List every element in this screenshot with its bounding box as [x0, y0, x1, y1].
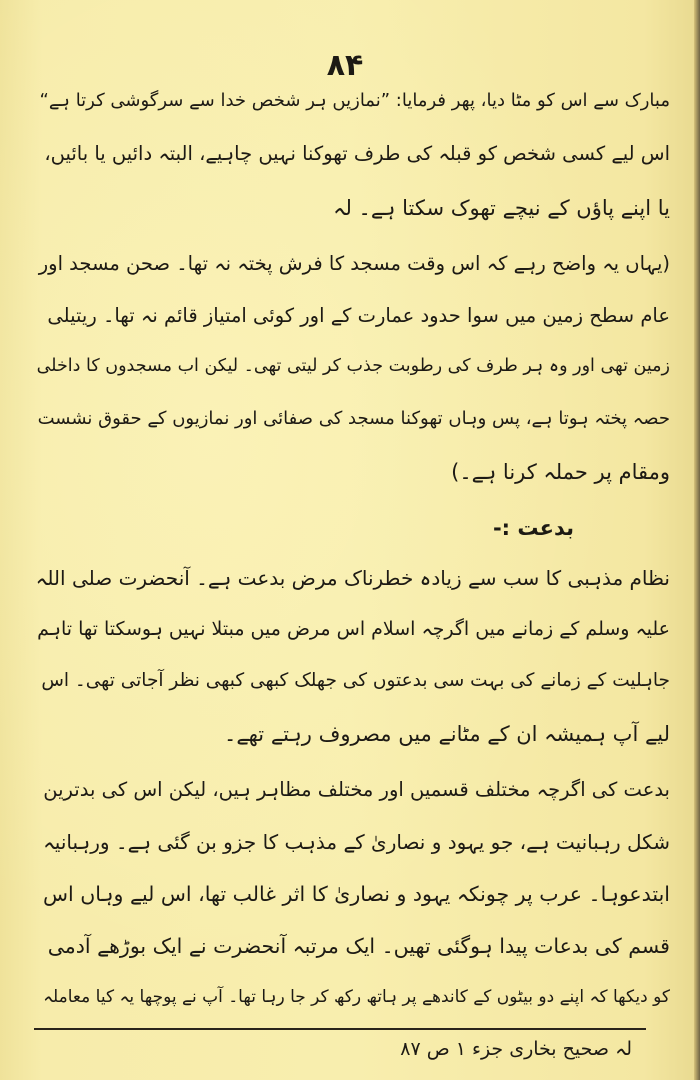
page-edge-shadow: [694, 0, 700, 1080]
text-line: ابتدعوہا۔ عرب پر چونکہ یہود و نصاریٰ کا اثر غالب تھا، اس لیے وہاں اس: [42, 882, 670, 906]
text-line: زمین تھی اور وہ ہر طرف کی رطوبت جذب کر لیتی تھی۔ لیکن اب مسجدوں کا داخلی: [36, 356, 670, 376]
text-line: نظام مذہبی کا سب سے زیادہ خطرناک مرض بدعت ہے۔ آنحضرت صلی اللہ: [35, 566, 670, 590]
paragraph-1: [34, 90, 670, 230]
paragraph-4: [34, 778, 670, 1028]
text-line: مبارک سے اس کو مٹا دیا، پھر فرمایا: ”نمازیں ہر شخص خدا سے سرگوشی کرتا ہے“: [39, 90, 670, 111]
text-line: لیے آپ ہمیشہ ان کے مٹانے میں مصروف رہتے تھے۔: [224, 722, 670, 746]
text-line: شکل رہبانیت ہے، جو یہود و نصاریٰ کے مذہب کا جزو بن گئی ہے۔ ورہبانیہ: [43, 830, 670, 854]
text-line: بدعت کی اگرچہ مختلف قسمیں اور مختلف مظاہر ہیں، لیکن اس کی بدترین: [43, 778, 670, 801]
footnote: لہ صحیح بخاری جزء ۱ ص ۸۷: [400, 1038, 632, 1060]
text-line: کو دیکھا کہ اپنے دو بیٹوں کے کاندھے پر ہاتھ رکھ کر جا رہا تھا۔ آپ نے پوچھا یہ کیا معاملہ: [43, 987, 670, 1007]
text-line: جاہلیت کے زمانے کی بہت سی بدعتوں کی جھلک کبھی کبھی نظر آجاتی تھی۔ اس: [41, 670, 670, 691]
text-line: یا اپنے پاؤں کے نیچے تھوک سکتا ہے۔ لہ: [333, 196, 670, 220]
footnote-divider: [34, 1028, 646, 1030]
text-line: علیہ وسلم کے زمانے میں اگرچہ اسلام اس مرض میں مبتلا نہیں ہوسکتا تھا تاہم: [37, 618, 670, 640]
page-number: ۸۴: [326, 48, 364, 83]
text-line: اس لیے کسی شخص کو قبلہ کی طرف تھوکنا نہیں چاہیے، البتہ دائیں یا بائیں،: [44, 142, 670, 165]
paragraph-2: [34, 252, 670, 502]
text-line: (یہاں یہ واضح رہے کہ اس وقت مسجد کا فرش پختہ نہ تھا۔ صحن مسجد اور: [38, 252, 670, 275]
text-line: قسم کی بدعات پیدا ہوگئی تھیں۔ ایک مرتبہ آنحضرت نے ایک بوڑھے آدمی: [47, 934, 670, 958]
text-line: حصہ پختہ ہوتا ہے، پس وہاں تھوکنا مسجد کی صفائی اور نمازیوں کے حقوق نشست: [37, 408, 670, 429]
paragraph-3: [34, 566, 670, 766]
text-line: ومقام پر حملہ کرنا ہے۔): [451, 460, 670, 484]
section-heading-bidat: بدعت :-: [492, 516, 574, 540]
text-line: عام سطح زمین میں سوا حدود عمارت کے اور کوئی امتیاز قائم نہ تھا۔ ریتیلی: [47, 304, 670, 327]
